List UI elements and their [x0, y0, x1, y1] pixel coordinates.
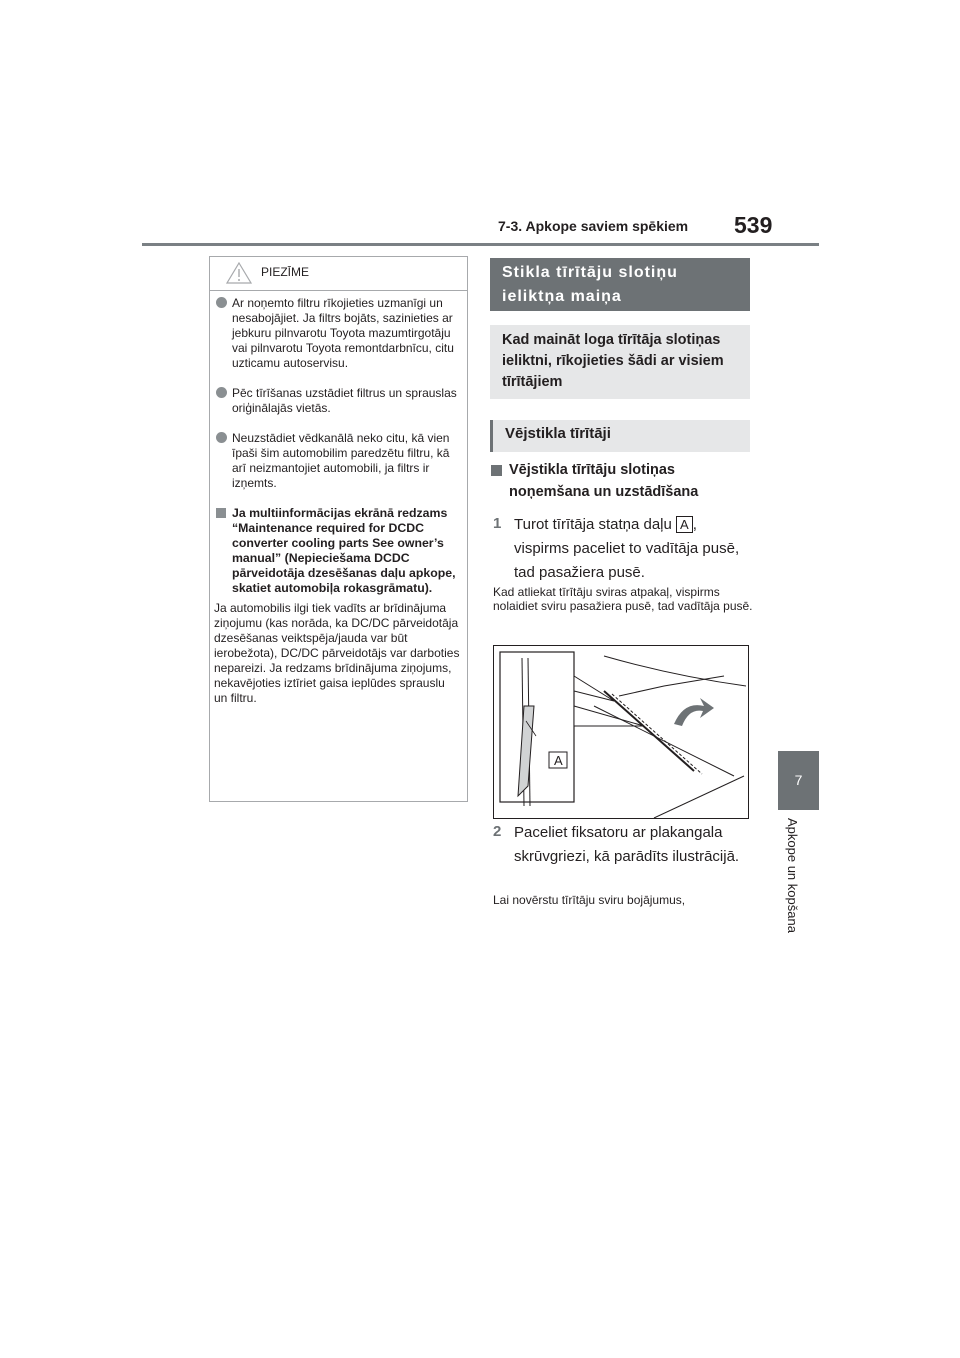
procedure-title: Vējstikla tīrītāju slotiņas noņemšana un uzstādīšana [509, 462, 699, 500]
wiper-drawing [494, 646, 748, 818]
note-item [214, 296, 461, 371]
main-heading: Stikla tīrītāju slotiņu ieliktņa maiņa [490, 258, 750, 311]
chapter-tab[interactable]: 7 [778, 751, 819, 810]
rotate-arrow-icon [674, 698, 714, 726]
chapter-label [770, 818, 810, 1058]
note-subsection-title [214, 506, 461, 596]
step-text-part: , vispirms paceliet to vadītāja pusē, tad pasažiera pusē. [514, 516, 740, 581]
bullet-icon [216, 432, 227, 443]
note-box [209, 256, 468, 802]
step-note: Kad atliekat tīrītāju sviras atpakaļ, vispirms nolaidiet sviru pasažiera pusē, tad vadītāja pusē. [493, 585, 753, 613]
note-item-text: Ar noņemto filtru rīkojieties uzmanīgi un nesabojājiet. Ja filtrs bojāts, sazinieties ar jebkuru pilnvarotu Toyota mazumtirgotāju vai pilnvarotu Toyota remontdarbnīcu, citu uzticamu autoservisu. [232, 296, 454, 370]
step-number: 2 [493, 823, 502, 840]
bullet-icon [216, 297, 227, 308]
label-a: A [676, 516, 693, 533]
chapter-label-text: Apkope un kopšana [785, 818, 800, 933]
intro-box: Kad maināt loga tīrītāja slotiņas ieliktni, rīkojieties šādi ar visiem tīrītājiem [490, 325, 750, 399]
note-item-text: Pēc tīrīšanas uzstādiet filtrus un sprauslas oriģinālajās vietās. [232, 386, 457, 415]
page-number: 539 [734, 212, 773, 238]
sub-heading: Vējstikla tīrītāji [490, 420, 750, 452]
step-number: 1 [493, 515, 502, 532]
step-text-part: Turot tīrītāja statņa daļu [514, 516, 672, 533]
warning-icon [226, 262, 252, 284]
note-subsection-title-text: Ja multiinformācijas ekrānā redzams “Maintenance required for DCDC converter cooling parts See owner’s manual” (Nepieciešama DCDC pārveidotāja dzesēšanas daļu apkope, skatiet automobiļa rokasgrāmatu). [232, 506, 456, 595]
note-item [214, 431, 461, 491]
step-note: Lai novērstu tīrītāju sviru bojājumus, [493, 893, 686, 907]
note-subsection-text: Ja automobilis ilgi tiek vadīts ar brīdinājuma ziņojumu (kas norāda, ka DC/DC pārveidotāja dzesēšanas veiktspēja/jauda var būt ierobežota), DC/DC pārveidotājs var darboties nepareizi. Ja redzams brīdinājuma ziņojums, nekavējoties iztīriet gaisa ieplūdes sprauslu un filtru. [214, 601, 460, 705]
note-title: PIEZĪME [261, 265, 310, 279]
note-item [214, 386, 461, 416]
note-header [210, 257, 467, 291]
wiper-illustration [493, 645, 749, 819]
note-item-text: Neuzstādiet vēdkanālā neko citu, kā vien īpaši šim automobilim paredzētu filtru, kā arī neizmantojiet automobili, ja filtrs ir izņemts. [232, 431, 450, 490]
figure-label-a: A [554, 753, 563, 768]
step-text: Paceliet fiksatoru ar plakangala skrūvgriezi, kā parādīts ilustrācijā. [514, 824, 740, 865]
header-rule [142, 243, 819, 246]
step-text [514, 513, 744, 585]
square-bullet-icon [491, 465, 502, 476]
section-title: 7-3. Apkope saviem spēkiem [498, 218, 689, 234]
square-bullet-icon [216, 508, 226, 518]
bullet-icon [216, 387, 227, 398]
